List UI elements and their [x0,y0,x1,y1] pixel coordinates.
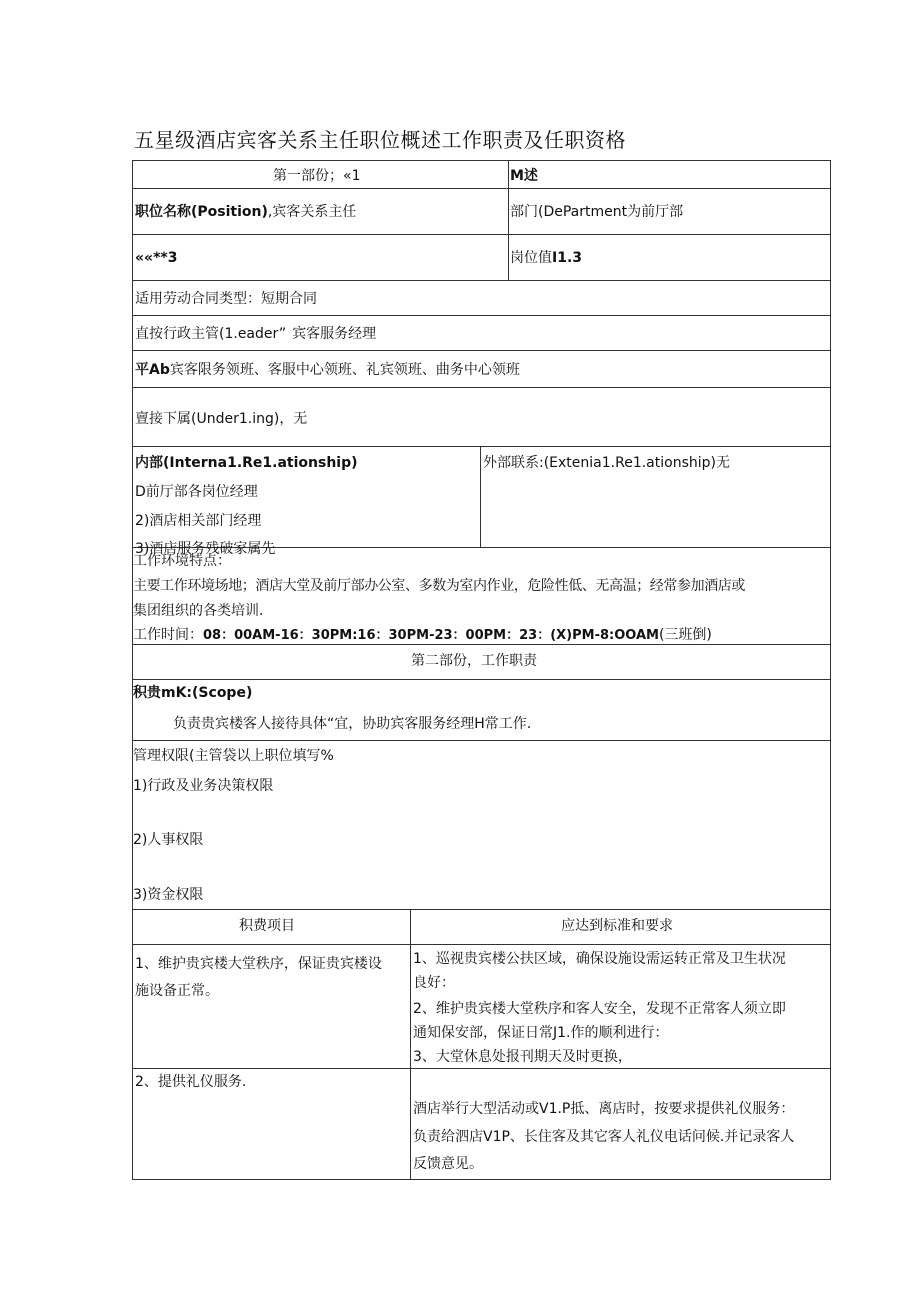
leader-label: 直按行政主管(1.eader” 宾客服务经理 [135,326,377,342]
duties-divider [410,909,411,1180]
duty-2-item: 2、提供礼仪服务. [135,1074,247,1090]
duty-1-standard-line-4: 通知保安部，保证日常J1.作的顺利进行： [413,1025,669,1041]
authority-item-1: 1)行政及业务决策权限 [133,778,274,794]
part1-title: 第一部份；«1 [273,168,361,184]
duty-2-standard-line-2: 负责给泗店V1P、长住客及其它客人礼仪电话问候.并记录客人 [413,1129,795,1145]
internal-item-3: 3)酒店服务残破家属先 [135,541,276,557]
peers-text: 平Ab宾客限务领班、客服中心领班、礼宾领班、曲务中心领班 [135,362,520,378]
duty-1-standard-line-5: 3、大堂休息处报刊期天及时更换， [413,1049,632,1065]
grade-row [132,234,831,281]
external-title: 外部联系:(Extenia1.Re1.ationship)无 [483,455,730,471]
authority-item-2: 2)人事权限 [133,832,204,848]
contract-type: 适用劳动合同类型：短期合同 [135,291,317,307]
authority-row [132,740,831,910]
work-hours: 工作时间：08：00AM-16：30PM:16：30PM-23：00PM：23：(X)PM-8:OOAM(三班倒) [133,627,712,643]
department-label: 部门(DePartment为前厅部 [510,204,684,220]
duty-1-item-line-2: 施设备正常。 [135,983,219,999]
grade-code: ««**3 [135,250,178,266]
leader-row [132,315,831,351]
grade-value: 岗位值I1.3 [510,250,583,266]
peers-row [132,350,831,388]
subordinates-text: 亶接下属(Under1.ing)，无 [135,411,308,427]
document-title: 五星级酒店宾客关系主任职位概述工作职责及任职资格 [134,128,626,152]
duty-2-standard-line-1: 酒店举行大型活动或V1.P抵、离店时，按要求提供礼仪服务： [413,1101,795,1117]
duties-row-1 [132,944,831,1069]
contract-row [132,280,831,316]
internal-title: 内部(Interna1.Re1.ationship) [135,455,358,471]
environment-row [132,547,831,645]
environment-line-2: 集团组织的各类培训. [133,603,264,619]
duties-row-2 [132,1068,831,1180]
position-row [132,188,831,235]
part2-title: 第二部份，工作职责 [411,653,537,669]
environment-line-1: 主要工作环境场地；酒店大堂及前厅部办公室、多数为室内作业，危险性低、无高温；经常参加酒店或 [133,578,745,594]
relations-row [132,446,831,557]
duty-1-standard-line-2: 良好： [413,975,455,991]
scope-row [132,679,831,741]
duty-1-standard-line-3: 2、维护贵宾楼大堂秩序和客人安全，发现不正常客人须立即 [413,1001,786,1017]
duties-header-row [132,909,831,945]
duty-1-standard-line-1: 1、巡视贵宾楼公扶区域，确保设施设需运转正常及卫生状况 [413,951,786,967]
relations-divider [480,446,481,547]
duties-header-item: 积费项目 [239,918,295,934]
scope-text: 负责贵宾楼客人接待具体“宜，协助宾客服务经理H常工作. [173,716,532,732]
subordinates-row [132,387,831,447]
position-label: 职位名称(Position),宾客关系主任 [135,204,357,220]
duties-header-standard: 应达到标准和要求 [561,918,673,934]
internal-item-1: D前厅部各岗位经理 [135,484,258,500]
part1-overview: M述 [510,168,538,184]
scope-label: 积贵mK:(Scope) [133,685,253,701]
environment-heading: 工作环境特点： [133,553,231,569]
duty-2-standard-line-3: 反馈意见。 [413,1156,483,1172]
duty-1-item-line-1: 1、维护贵宾楼大堂秩序，保证贵宾楼设 [135,956,382,972]
part1-row [132,160,831,189]
internal-item-2: 2)酒店相关部门经理 [135,513,262,529]
part2-row [132,644,831,680]
authority-heading: 管理权限(主管袋以上职位填写% [133,748,334,764]
authority-item-3: 3)资金权限 [133,887,204,903]
